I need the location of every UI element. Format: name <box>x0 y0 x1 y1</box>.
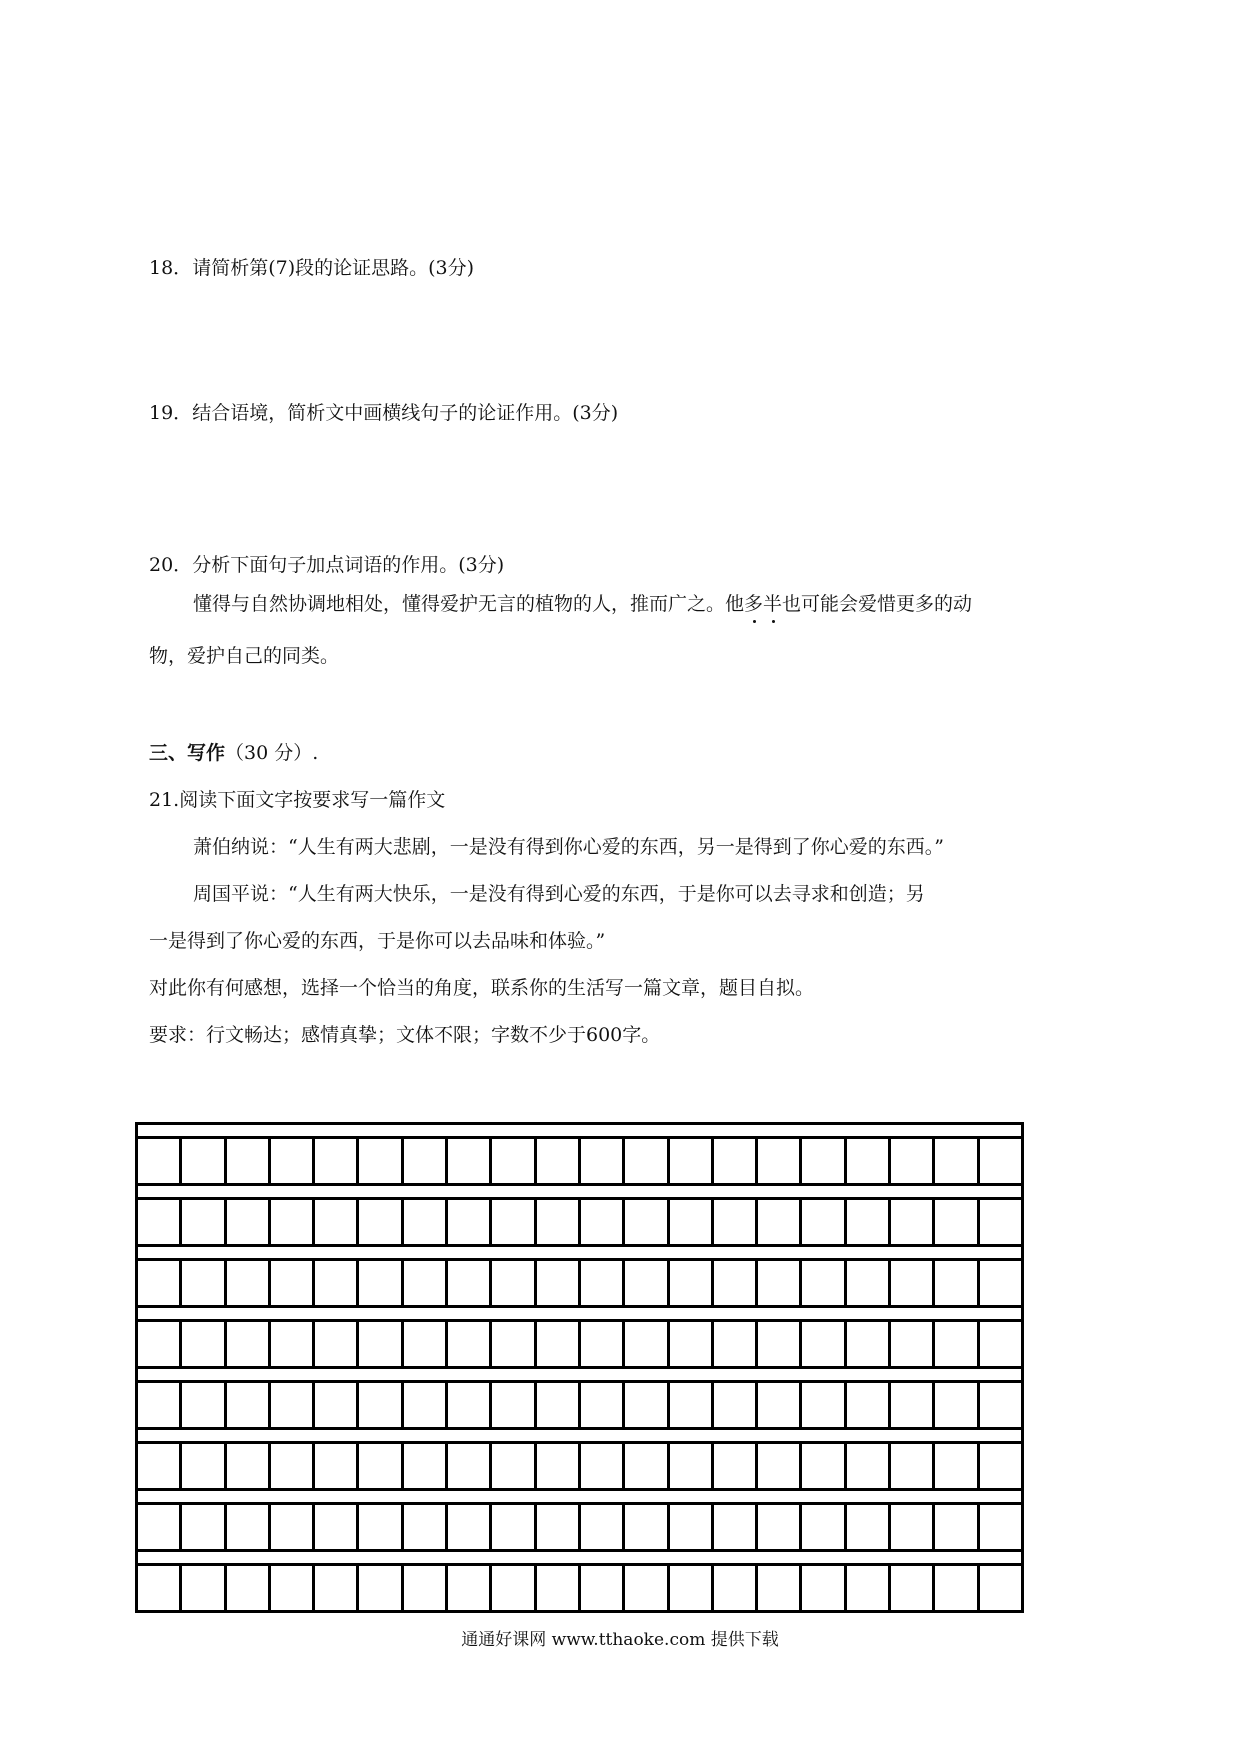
grid-cell[interactable] <box>581 1139 625 1183</box>
grid-cell[interactable] <box>271 1566 315 1610</box>
dotted-word-char: 多 <box>744 593 764 615</box>
grid-row <box>135 1502 1024 1552</box>
grid-cell[interactable] <box>537 1505 581 1549</box>
grid-cell[interactable] <box>359 1383 403 1427</box>
grid-cell[interactable] <box>980 1566 1021 1610</box>
grid-cell[interactable] <box>847 1139 891 1183</box>
essay-instruction: 对此你有何感想，选择一个恰当的角度，联系你的生活写一篇文章，题目自拟。 <box>149 977 815 999</box>
grid-row <box>135 1441 1024 1491</box>
grid-cell[interactable] <box>138 1566 182 1610</box>
section-title: 三、写作 <box>149 742 226 764</box>
grid-row <box>135 1563 1024 1613</box>
grid-cell[interactable] <box>271 1139 315 1183</box>
grid-spacer-strip <box>135 1186 1024 1197</box>
grid-cell[interactable] <box>404 1322 448 1366</box>
question-text: 分析下面句子加点词语的作用。(3分) <box>192 554 505 576</box>
grid-cell[interactable] <box>581 1261 625 1305</box>
question-20 <box>149 553 504 577</box>
grid-cell[interactable] <box>227 1261 271 1305</box>
question-number: 21. <box>149 789 180 811</box>
grid-cell[interactable] <box>935 1383 979 1427</box>
grid-cell[interactable] <box>935 1261 979 1305</box>
grid-cell[interactable] <box>492 1566 536 1610</box>
grid-cell[interactable] <box>271 1505 315 1549</box>
grid-cell[interactable] <box>802 1566 846 1610</box>
grid-cell[interactable] <box>182 1322 226 1366</box>
grid-cell[interactable] <box>670 1505 714 1549</box>
grid-cell[interactable] <box>980 1444 1021 1488</box>
grid-cell[interactable] <box>891 1322 935 1366</box>
grid-cell[interactable] <box>625 1505 669 1549</box>
question-20-quote-line-2: 物，爱护自己的同类。 <box>149 645 340 667</box>
grid-cell[interactable] <box>138 1383 182 1427</box>
grid-cell[interactable] <box>359 1200 403 1244</box>
grid-cell[interactable] <box>492 1383 536 1427</box>
grid-cell[interactable] <box>714 1444 758 1488</box>
grid-cell[interactable] <box>581 1566 625 1610</box>
essay-quote-2-line-2: 一是得到了你心爱的东西，于是你可以去品味和体验。” <box>149 930 606 952</box>
grid-cell[interactable] <box>714 1322 758 1366</box>
grid-cell[interactable] <box>492 1322 536 1366</box>
grid-cell[interactable] <box>625 1139 669 1183</box>
grid-cell[interactable] <box>935 1200 979 1244</box>
grid-cell[interactable] <box>714 1383 758 1427</box>
grid-cell[interactable] <box>980 1200 1021 1244</box>
grid-cell[interactable] <box>182 1566 226 1610</box>
grid-cell[interactable] <box>625 1200 669 1244</box>
prompt-text: 阅读下面文字按要求写一篇作文 <box>179 789 446 811</box>
grid-cell[interactable] <box>670 1444 714 1488</box>
grid-cell[interactable] <box>847 1566 891 1610</box>
grid-cell[interactable] <box>802 1383 846 1427</box>
grid-cell[interactable] <box>448 1200 492 1244</box>
grid-cell[interactable] <box>714 1139 758 1183</box>
grid-row <box>135 1319 1024 1369</box>
grid-cell[interactable] <box>891 1139 935 1183</box>
grid-cell[interactable] <box>670 1322 714 1366</box>
grid-cell[interactable] <box>625 1444 669 1488</box>
grid-cell[interactable] <box>492 1261 536 1305</box>
grid-cell[interactable] <box>404 1139 448 1183</box>
essay-prompt <box>149 788 445 812</box>
grid-cell[interactable] <box>847 1505 891 1549</box>
grid-cell[interactable] <box>448 1444 492 1488</box>
footer-text: 通通好课网 www.tthaoke.com 提供下载 <box>461 1630 779 1650</box>
grid-cell[interactable] <box>758 1383 802 1427</box>
grid-cell[interactable] <box>182 1444 226 1488</box>
grid-row <box>135 1380 1024 1430</box>
grid-cell[interactable] <box>670 1139 714 1183</box>
grid-cell[interactable] <box>758 1505 802 1549</box>
grid-cell[interactable] <box>847 1444 891 1488</box>
grid-cell[interactable] <box>802 1200 846 1244</box>
grid-cell[interactable] <box>315 1322 359 1366</box>
grid-spacer-strip <box>135 1369 1024 1380</box>
grid-cell[interactable] <box>935 1322 979 1366</box>
question-18 <box>149 256 474 280</box>
grid-cell[interactable] <box>404 1261 448 1305</box>
grid-cell[interactable] <box>182 1139 226 1183</box>
grid-cell[interactable] <box>537 1200 581 1244</box>
grid-cell[interactable] <box>625 1383 669 1427</box>
grid-spacer-strip <box>135 1552 1024 1563</box>
grid-cell[interactable] <box>670 1200 714 1244</box>
grid-cell[interactable] <box>980 1505 1021 1549</box>
grid-cell[interactable] <box>625 1261 669 1305</box>
grid-cell[interactable] <box>714 1200 758 1244</box>
grid-cell[interactable] <box>758 1139 802 1183</box>
grid-cell[interactable] <box>891 1383 935 1427</box>
grid-cell[interactable] <box>271 1383 315 1427</box>
essay-quote-1: 萧伯纳说：“人生有两大悲剧，一是没有得到你心爱的东西，另一是得到了你心爱的东西。” <box>193 836 944 858</box>
grid-cell[interactable] <box>448 1322 492 1366</box>
grid-cell[interactable] <box>581 1444 625 1488</box>
section-score: （30 分）. <box>225 742 319 764</box>
grid-cell[interactable] <box>802 1505 846 1549</box>
grid-cell[interactable] <box>980 1261 1021 1305</box>
grid-cell[interactable] <box>315 1444 359 1488</box>
grid-cell[interactable] <box>670 1383 714 1427</box>
grid-cell[interactable] <box>448 1566 492 1610</box>
grid-cell[interactable] <box>935 1139 979 1183</box>
grid-cell[interactable] <box>315 1261 359 1305</box>
grid-row <box>135 1136 1024 1186</box>
grid-cell[interactable] <box>315 1200 359 1244</box>
grid-cell[interactable] <box>758 1200 802 1244</box>
section-heading <box>149 741 318 765</box>
grid-cell[interactable] <box>182 1261 226 1305</box>
grid-cell[interactable] <box>980 1383 1021 1427</box>
grid-cell[interactable] <box>271 1322 315 1366</box>
grid-cell[interactable] <box>537 1139 581 1183</box>
grid-cell[interactable] <box>182 1200 226 1244</box>
question-20-quote-line-1 <box>193 592 972 616</box>
grid-cell[interactable] <box>758 1566 802 1610</box>
grid-cell[interactable] <box>802 1139 846 1183</box>
grid-row <box>135 1258 1024 1308</box>
grid-cell[interactable] <box>138 1261 182 1305</box>
grid-cell[interactable] <box>448 1383 492 1427</box>
question-text: 结合语境，简析文中画横线句子的论证作用。(3分) <box>192 402 619 424</box>
grid-cell[interactable] <box>182 1383 226 1427</box>
grid-cell[interactable] <box>138 1444 182 1488</box>
grid-cell[interactable] <box>537 1444 581 1488</box>
dotted-word-char: 半 <box>763 593 783 615</box>
question-number: 19． <box>149 402 193 424</box>
grid-cell[interactable] <box>448 1139 492 1183</box>
grid-cell[interactable] <box>802 1444 846 1488</box>
grid-cell[interactable] <box>891 1261 935 1305</box>
grid-cell[interactable] <box>227 1139 271 1183</box>
quote-text: 懂得与自然协调地相处，懂得爱护无言的植物的人，推而广之。他 <box>193 593 745 615</box>
grid-cell[interactable] <box>315 1566 359 1610</box>
grid-cell[interactable] <box>227 1322 271 1366</box>
grid-cell[interactable] <box>935 1444 979 1488</box>
grid-cell[interactable] <box>537 1566 581 1610</box>
grid-cell[interactable] <box>138 1139 182 1183</box>
grid-cell[interactable] <box>359 1139 403 1183</box>
essay-requirements: 要求：行文畅达；感情真挚；文体不限；字数不少于600字。 <box>149 1024 661 1046</box>
question-text: 请简析第(7)段的论证思路。(3分) <box>192 257 475 279</box>
grid-cell[interactable] <box>891 1505 935 1549</box>
grid-cell[interactable] <box>182 1505 226 1549</box>
question-19 <box>149 401 618 425</box>
grid-cell[interactable] <box>891 1200 935 1244</box>
grid-spacer-strip <box>135 1430 1024 1441</box>
grid-row <box>135 1197 1024 1247</box>
grid-cell[interactable] <box>359 1444 403 1488</box>
grid-cell[interactable] <box>802 1322 846 1366</box>
question-number: 18． <box>149 257 193 279</box>
grid-spacer-strip <box>135 1122 1024 1136</box>
grid-cell[interactable] <box>935 1566 979 1610</box>
grid-cell[interactable] <box>315 1383 359 1427</box>
grid-cell[interactable] <box>625 1566 669 1610</box>
grid-cell[interactable] <box>492 1505 536 1549</box>
grid-cell[interactable] <box>404 1566 448 1610</box>
grid-cell[interactable] <box>448 1261 492 1305</box>
grid-cell[interactable] <box>847 1322 891 1366</box>
grid-cell[interactable] <box>537 1383 581 1427</box>
grid-cell[interactable] <box>847 1261 891 1305</box>
grid-cell[interactable] <box>138 1322 182 1366</box>
grid-cell[interactable] <box>581 1383 625 1427</box>
grid-cell[interactable] <box>891 1566 935 1610</box>
grid-spacer-strip <box>135 1247 1024 1258</box>
grid-cell[interactable] <box>980 1139 1021 1183</box>
grid-cell[interactable] <box>847 1200 891 1244</box>
grid-cell[interactable] <box>227 1383 271 1427</box>
grid-cell[interactable] <box>227 1566 271 1610</box>
grid-cell[interactable] <box>492 1200 536 1244</box>
grid-cell[interactable] <box>581 1200 625 1244</box>
grid-cell[interactable] <box>271 1200 315 1244</box>
grid-cell[interactable] <box>758 1322 802 1366</box>
grid-cell[interactable] <box>714 1261 758 1305</box>
grid-cell[interactable] <box>227 1444 271 1488</box>
grid-cell[interactable] <box>758 1261 802 1305</box>
essay-quote-2-line-1: 周国平说：“人生有两大快乐，一是没有得到心爱的东西，于是你可以去寻求和创造；另 <box>193 883 925 905</box>
grid-cell[interactable] <box>138 1505 182 1549</box>
grid-cell[interactable] <box>138 1200 182 1244</box>
grid-cell[interactable] <box>714 1505 758 1549</box>
grid-cell[interactable] <box>227 1200 271 1244</box>
grid-spacer-strip <box>135 1491 1024 1502</box>
grid-cell[interactable] <box>670 1566 714 1610</box>
grid-cell[interactable] <box>448 1505 492 1549</box>
grid-cell[interactable] <box>625 1322 669 1366</box>
question-number: 20． <box>149 554 193 576</box>
writing-grid <box>135 1122 1024 1613</box>
grid-cell[interactable] <box>980 1322 1021 1366</box>
grid-cell[interactable] <box>404 1444 448 1488</box>
grid-cell[interactable] <box>670 1261 714 1305</box>
grid-cell[interactable] <box>492 1444 536 1488</box>
grid-cell[interactable] <box>537 1261 581 1305</box>
grid-cell[interactable] <box>404 1383 448 1427</box>
grid-cell[interactable] <box>581 1322 625 1366</box>
grid-cell[interactable] <box>227 1505 271 1549</box>
quote-text: 也可能会爱惜更多的动 <box>782 593 973 615</box>
grid-cell[interactable] <box>315 1505 359 1549</box>
grid-cell[interactable] <box>891 1444 935 1488</box>
grid-cell[interactable] <box>714 1566 758 1610</box>
grid-cell[interactable] <box>359 1322 403 1366</box>
grid-cell[interactable] <box>359 1261 403 1305</box>
grid-cell[interactable] <box>404 1505 448 1549</box>
grid-cell[interactable] <box>847 1383 891 1427</box>
grid-cell[interactable] <box>935 1505 979 1549</box>
grid-cell[interactable] <box>359 1566 403 1610</box>
grid-cell[interactable] <box>758 1444 802 1488</box>
grid-cell[interactable] <box>359 1505 403 1549</box>
grid-cell[interactable] <box>492 1139 536 1183</box>
grid-cell[interactable] <box>315 1139 359 1183</box>
grid-cell[interactable] <box>537 1322 581 1366</box>
grid-cell[interactable] <box>581 1505 625 1549</box>
grid-cell[interactable] <box>802 1261 846 1305</box>
grid-cell[interactable] <box>271 1261 315 1305</box>
grid-cell[interactable] <box>404 1200 448 1244</box>
grid-spacer-strip <box>135 1308 1024 1319</box>
grid-cell[interactable] <box>271 1444 315 1488</box>
